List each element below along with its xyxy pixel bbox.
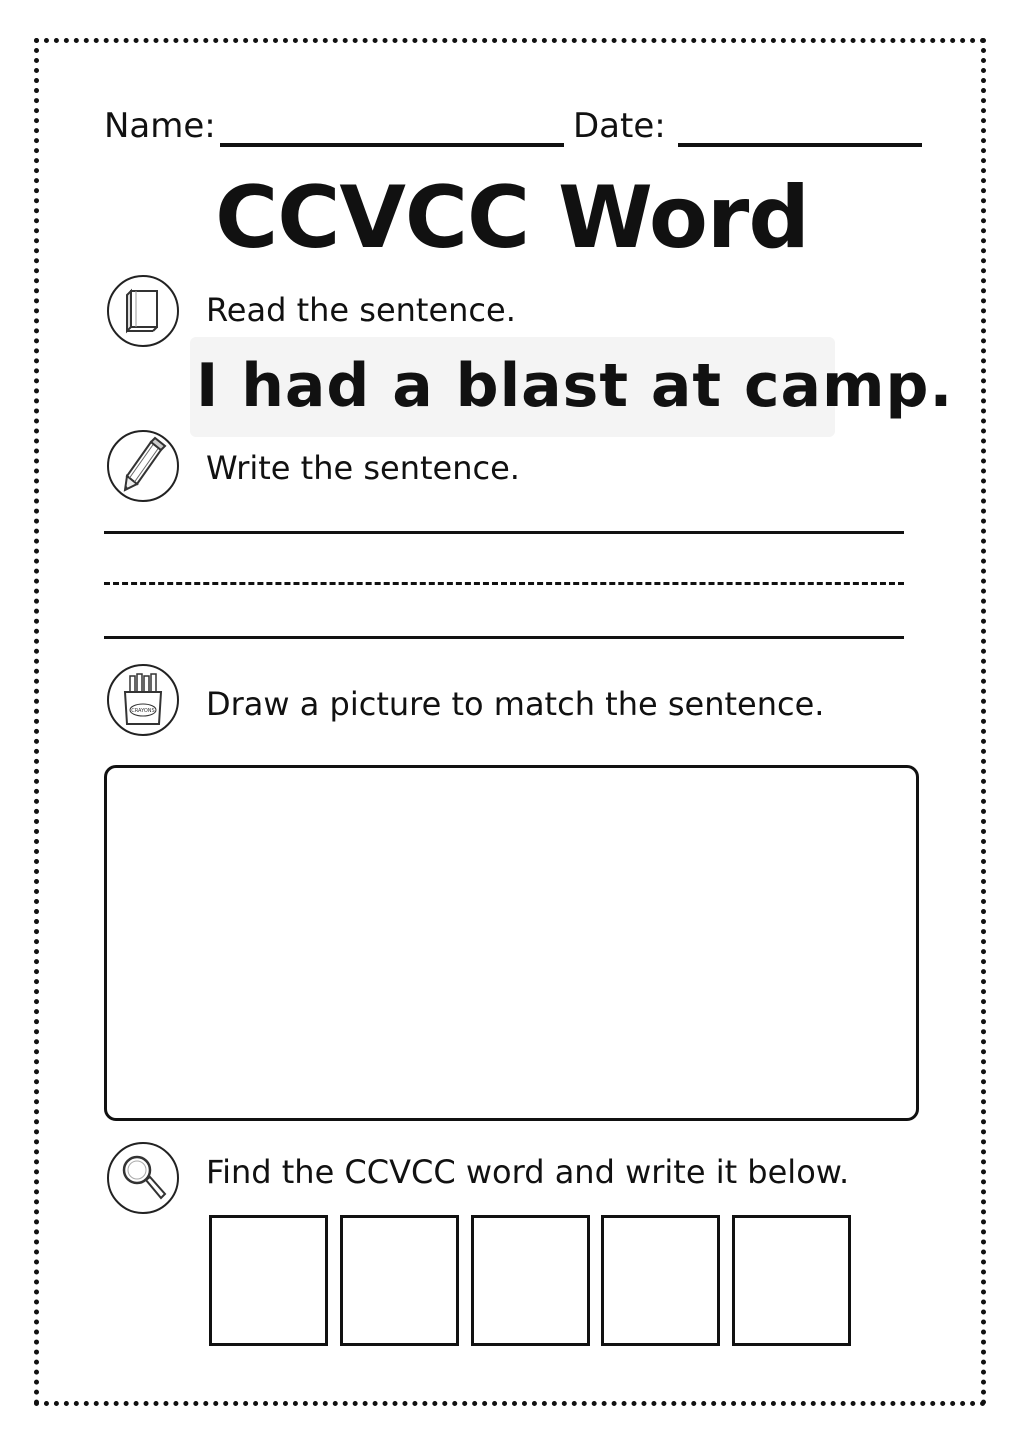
read-icon-circle	[107, 275, 179, 347]
date-label: Date:	[573, 106, 666, 146]
letter-box-2[interactable]	[340, 1215, 459, 1346]
name-field-line[interactable]	[220, 143, 564, 147]
book-icon	[109, 277, 177, 345]
read-instruction: Read the sentence.	[206, 291, 516, 329]
pencil-icon	[109, 432, 177, 500]
draw-icon-circle	[107, 664, 179, 736]
letter-box-4[interactable]	[601, 1215, 720, 1346]
write-icon-circle	[107, 430, 179, 502]
write-instruction: Write the sentence.	[206, 449, 520, 487]
letter-box-5[interactable]	[732, 1215, 851, 1346]
write-line-middle-dashed[interactable]	[104, 582, 904, 585]
crayon-box-label: CRAYONS	[131, 708, 155, 714]
write-line-top[interactable]	[104, 531, 904, 534]
find-instruction: Find the CCVCC word and write it below.	[206, 1153, 850, 1191]
sentence-text: I had a blast at camp.	[196, 351, 954, 421]
crayons-icon	[109, 666, 177, 734]
write-line-bottom[interactable]	[104, 636, 904, 639]
letter-box-3[interactable]	[471, 1215, 590, 1346]
date-field-line[interactable]	[678, 143, 922, 147]
magnifying-glass-icon	[109, 1144, 177, 1212]
name-label: Name:	[104, 106, 216, 146]
draw-instruction: Draw a picture to match the sentence.	[206, 685, 825, 723]
page-title: CCVCC Word	[215, 168, 809, 268]
drawing-area[interactable]	[104, 765, 919, 1121]
letter-box-1[interactable]	[209, 1215, 328, 1346]
find-icon-circle	[107, 1142, 179, 1214]
